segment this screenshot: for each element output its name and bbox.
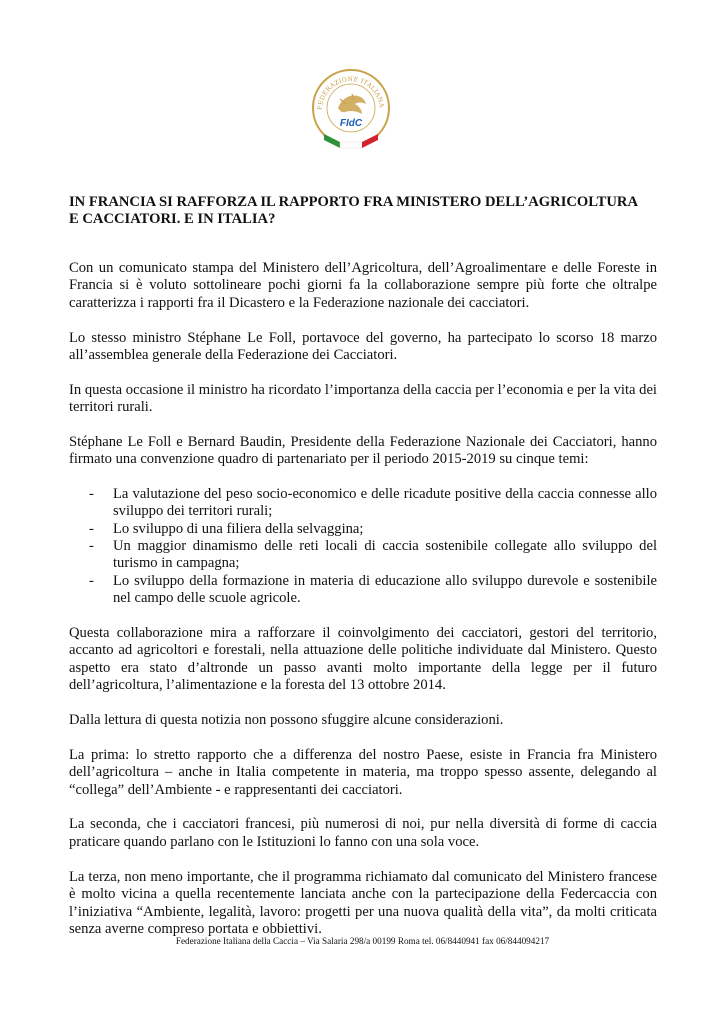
federation-logo-emblem: [310, 68, 392, 152]
list-item: - Un maggior dinamismo delle reti locali di caccia sostenibile collegate allo sviluppo del turismo in campagna;: [113, 538, 657, 573]
themes-list: [69, 486, 657, 608]
list-item: - Lo sviluppo della formazione in materia di educazione allo sviluppo durevole e sostenibile nel campo delle scuole agricole.: [113, 573, 657, 608]
paragraph: La seconda, che i cacciatori francesi, più numerosi di noi, pur nella diversità di forme di caccia praticare quando parlano con le Istituzioni lo fanno con una sola voce.: [69, 816, 657, 850]
paragraph: Dalla lettura di questa notizia non possono sfuggire alcune considerazioni.: [69, 712, 504, 729]
paragraph: Stéphane Le Foll e Bernard Baudin, Presidente della Federazione Nazionale dei Cacciatori, hanno firmato una convenzione quadro di partenariato per il periodo 2015-2019 su cinque temi:: [69, 434, 657, 468]
federation-logo: [310, 68, 392, 152]
paragraph: Lo stesso ministro Stéphane Le Foll, portavoce del governo, ha partecipato lo scorso 18 marzo all’assemblea generale della Federazione dei Cacciatori.: [69, 329, 657, 364]
article-body: [69, 260, 657, 956]
paragraph: In questa occasione il ministro ha ricordato l’importanza della caccia per l’economia e per la vita dei territori rurali.: [69, 381, 657, 416]
logo-initials: FIdC: [339, 118, 363, 129]
title-line-1: IN FRANCIA SI RAFFORZA IL RAPPORTO FRA MINISTERO DELL’AGRICOLTURA: [69, 194, 639, 210]
paragraph: La prima: lo stretto rapporto che a differenza del nostro Paese, esiste in Francia fra Ministero dell’agricoltura – anche in Italia competente in materia, ma troppo spesso assente, delegando al “collega” dell’Ambiente - e rappresentanti dei cacciatori.: [69, 746, 657, 798]
page-footer: Federazione Italiana della Caccia – Via Salaria 298/a 00199 Roma tel. 06/8440941 fax 06/844094217: [175, 936, 550, 946]
paragraph: La terza, non meno importante, che il programma richiamato dal comunicato del Ministero francese è molto vicina a quella recentemente lanciata anche con la partecipazione della Federcaccia con l’iniziativa “Ambiente, legalità, lavoro: progetti per una nuova qualità della vita”, da molti criticata senza averne compreso portata e obbiettivi.: [69, 868, 657, 937]
article-title: [69, 194, 659, 228]
title-line-2: E CACCIATORI. E IN ITALIA?: [69, 211, 276, 227]
logo-ring-text: FEDERAZIONE ITALIANA: [316, 75, 385, 111]
list-item: - La valutazione del peso socio-economico e delle ricadute positive della caccia connesse allo sviluppo dei territori rurali;: [113, 486, 657, 521]
paragraph: Questa collaborazione mira a rafforzare il coinvolgimento dei cacciatori, gestori del territorio, accanto ad agricoltori e forestali, nella attuazione delle politiche individuate dal Ministero. Questo aspetto era stato d’altronde un passo avanti molto importante della legge per il futuro dell’agricoltura, l’alimentazione e la foresta del 13 ottobre 2014.: [69, 625, 657, 694]
paragraph: Con un comunicato stampa del Ministero dell’Agricoltura, dell’Agroalimentare e delle Foreste in Francia si è voluto sottolineare pochi giorni fa la collaborazione sempre più forte che oltralpe caratterizza i rapporti fra il Dicastero e la Federazione nazionale dei cacciatori.: [69, 260, 657, 311]
list-item: - Lo sviluppo di una filiera della selvaggina;: [113, 521, 657, 538]
